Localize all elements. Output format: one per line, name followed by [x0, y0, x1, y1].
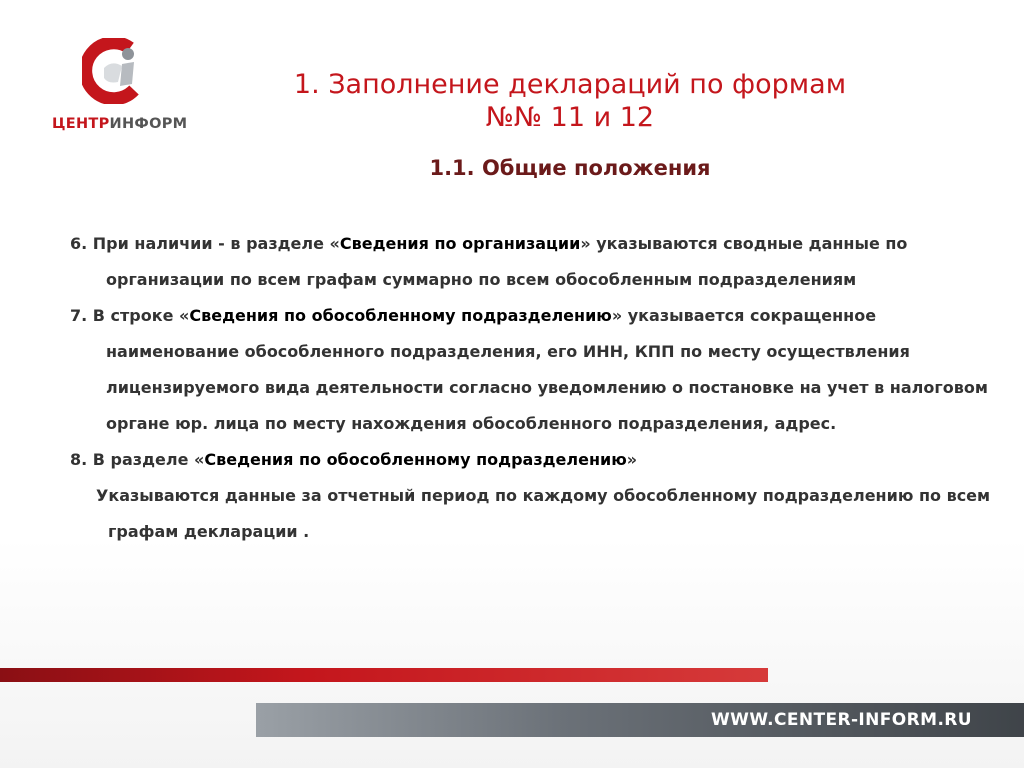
item-7-highlight: Сведения по обособленному подразделению — [189, 306, 612, 325]
logo-text-part1: ЦЕНТР — [52, 116, 110, 132]
item-6-prefix: 6. При наличии - в разделе « — [70, 234, 340, 253]
item-6-suffix: » указываются сводные данные по организации по всем графам суммарно по всем обособленным подразделениям — [106, 234, 908, 289]
slide-body — [70, 226, 1000, 550]
item-8-suffix: » — [626, 450, 638, 469]
centrinform-logo — [48, 38, 188, 138]
item-7-suffix: » указывается сокращенное наименование обособленного подразделения, его ИНН, КПП по месту осуществления лицензируемого вида деятельности согласно уведомлению о постановке на учет в налоговом органе юр. лица по месту нахождения обособленного подразделения, адрес. — [106, 306, 988, 433]
item-8 — [70, 442, 1000, 478]
footer-gray-bar — [256, 703, 1024, 737]
footer-red-bar — [0, 668, 768, 682]
item-6 — [70, 226, 1000, 298]
logo-mark-icon — [82, 38, 148, 104]
logo-text-part2: ИНФОРМ — [109, 116, 188, 132]
item-6-highlight: Сведения по организации — [339, 234, 581, 253]
title-line-1: 1. Заполнение деклараций по формам — [293, 69, 847, 100]
item-7-prefix: 7. В строке « — [70, 306, 190, 325]
title-line-2: №№ 11 и 12 — [485, 102, 655, 133]
footer-url: WWW.CENTER-INFORM.RU — [711, 710, 972, 730]
item-8-continuation: Указываются данные за отчетный период по каждому обособленному подразделению по всем графам декларации . — [96, 486, 991, 541]
slide-title — [210, 68, 930, 134]
logo-wordmark — [52, 116, 187, 132]
item-8-prefix: 8. В разделе « — [70, 450, 205, 469]
item-8-highlight: Сведения по обособленному подразделению — [204, 450, 627, 469]
item-7 — [70, 298, 1000, 442]
slide-subtitle: 1.1. Общие положения — [429, 156, 711, 180]
